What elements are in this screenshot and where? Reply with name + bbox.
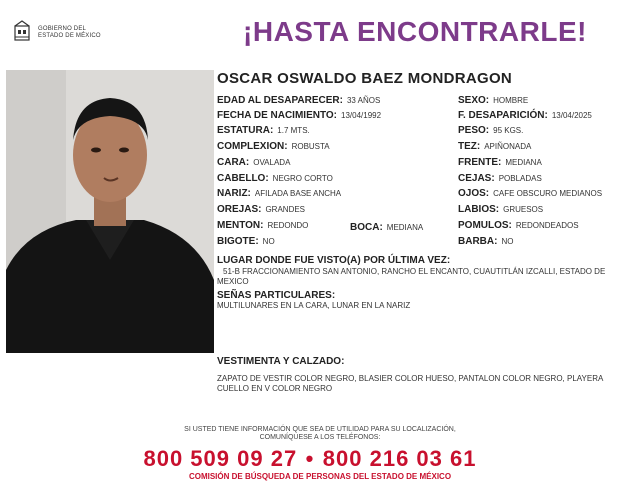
field-cara [217, 158, 290, 168]
field-menton [217, 221, 308, 231]
sexo-value: HOMBRE [493, 96, 529, 105]
tez-label: TEZ: [458, 141, 481, 152]
field-cabello [217, 174, 333, 184]
cara-value: OVALADA [253, 158, 291, 167]
peso-label: PESO: [458, 125, 490, 136]
complexion-value: ROBUSTA [291, 142, 330, 151]
field-sexo [458, 96, 528, 106]
lugar-text: 51-B FRACCIONAMIENTO SAN ANTONIO, RANCHO EL ENCANTO, CUAUTITLÁN IZCALLI, ESTADO DE MEXICO [217, 267, 606, 286]
ojos-label: OJOS: [458, 188, 490, 199]
contact-line-2: COMUNÍQUESE A LOS TELÉFONOS: [259, 434, 381, 441]
cejas-value: POBLADAS [498, 174, 542, 183]
orejas-value: GRANDES [265, 205, 306, 214]
person-photo [6, 70, 214, 353]
edad-label: EDAD AL DESAPARECER: [217, 95, 343, 106]
fdes-label: F. DESAPARICIÓN: [458, 110, 548, 121]
person-name: OSCAR OSWALDO BAEZ MONDRAGON [217, 70, 513, 87]
field-frente [458, 158, 542, 168]
logo-line-2: ESTADO DE MÉXICO [38, 33, 101, 39]
fnac-value: 13/04/1992 [341, 111, 382, 120]
cabello-label: CABELLO: [217, 173, 269, 184]
cabello-value: NEGRO CORTO [272, 174, 333, 183]
ojos-value: CAFE OBSCURO MEDIANOS [493, 189, 603, 198]
phone-separator: • [305, 446, 315, 471]
government-logo [12, 18, 122, 48]
vestimenta-title: VESTIMENTA Y CALZADO: [217, 356, 345, 367]
field-pomulos [458, 221, 579, 231]
field-ojos [458, 189, 602, 199]
labios-label: LABIOS: [458, 204, 500, 215]
field-complexion [217, 142, 330, 152]
frente-label: FRENTE: [458, 157, 502, 168]
nariz-label: NARIZ: [217, 188, 251, 199]
bigote-label: BIGOTE: [217, 236, 259, 247]
labios-value: GRUESOS [503, 205, 544, 214]
tez-value: APIÑONADA [484, 142, 532, 151]
phone-number-1[interactable]: 800 509 09 27 [143, 446, 298, 471]
field-cejas [458, 174, 542, 184]
field-edad [217, 96, 380, 106]
cara-label: CARA: [217, 157, 250, 168]
contact-line-1: SI USTED TIENE INFORMACIÓN QUE SEA DE UTILIDAD PARA SU LOCALIZACIÓN, [184, 426, 456, 433]
headline: ¡HASTA ENCONTRARLE! [243, 16, 587, 47]
field-orejas [217, 205, 305, 215]
commission-name: COMISIÓN DE BÚSQUEDA DE PERSONAS DEL ESTADO DE MÉXICO [188, 472, 452, 481]
vestimenta-text: ZAPATO DE VESTIR COLOR NEGRO, BLASIER COLOR HUESO, PANTALON COLOR NEGRO, PLAYERA CUELLO EN V COLOR NEGRO [217, 374, 603, 393]
field-peso [458, 126, 523, 136]
fnac-label: FECHA DE NACIMIENTO: [217, 110, 337, 121]
estatura-value: 1.7 MTS. [277, 126, 310, 135]
barba-label: BARBA: [458, 236, 498, 247]
bigote-value: NO [262, 237, 275, 246]
pomulos-label: POMULOS: [458, 220, 512, 231]
senas-title: SEÑAS PARTICULARES: [217, 290, 336, 301]
lugar-title: LUGAR DONDE FUE VISTO(A) POR ÚLTIMA VEZ: [217, 255, 451, 266]
field-nariz [217, 189, 341, 199]
field-labios [458, 205, 543, 215]
fdes-value: 13/04/2025 [551, 111, 592, 120]
cejas-label: CEJAS: [458, 173, 495, 184]
field-tez [458, 142, 531, 152]
boca-value: MEDIANA [386, 223, 424, 232]
boca-label: BOCA: [350, 222, 383, 233]
estatura-label: ESTATURA: [217, 125, 274, 136]
person-photo-illustration [6, 70, 214, 353]
peso-value: 95 KGS. [493, 126, 524, 135]
frente-value: MEDIANA [505, 158, 542, 167]
phone-numbers [0, 446, 620, 472]
pomulos-value: REDONDEADOS [515, 221, 579, 230]
field-estatura [217, 126, 310, 136]
edad-value: 33 AÑOS [346, 96, 381, 105]
field-fecha-nacimiento [217, 111, 381, 121]
orejas-label: OREJAS: [217, 204, 262, 215]
menton-label: MENTON: [217, 220, 264, 231]
field-bigote [217, 237, 275, 247]
state-crest-icon [12, 20, 32, 42]
contact-instructions [130, 426, 510, 442]
complexion-label: COMPLEXION: [217, 141, 288, 152]
logo-line-1: GOBIERNO DEL [38, 26, 87, 32]
sexo-label: SEXO: [458, 95, 490, 106]
nariz-value: AFILADA BASE ANCHA [254, 189, 342, 198]
senas-text: MULTILUNARES EN LA CARA, LUNAR EN LA NARIZ [217, 301, 411, 310]
field-barba [458, 237, 513, 247]
phone-number-2[interactable]: 800 216 03 61 [322, 446, 477, 471]
field-boca [350, 223, 423, 233]
barba-value: NO [501, 237, 514, 246]
menton-value: REDONDO [267, 221, 309, 230]
field-fecha-desaparicion [458, 111, 592, 121]
